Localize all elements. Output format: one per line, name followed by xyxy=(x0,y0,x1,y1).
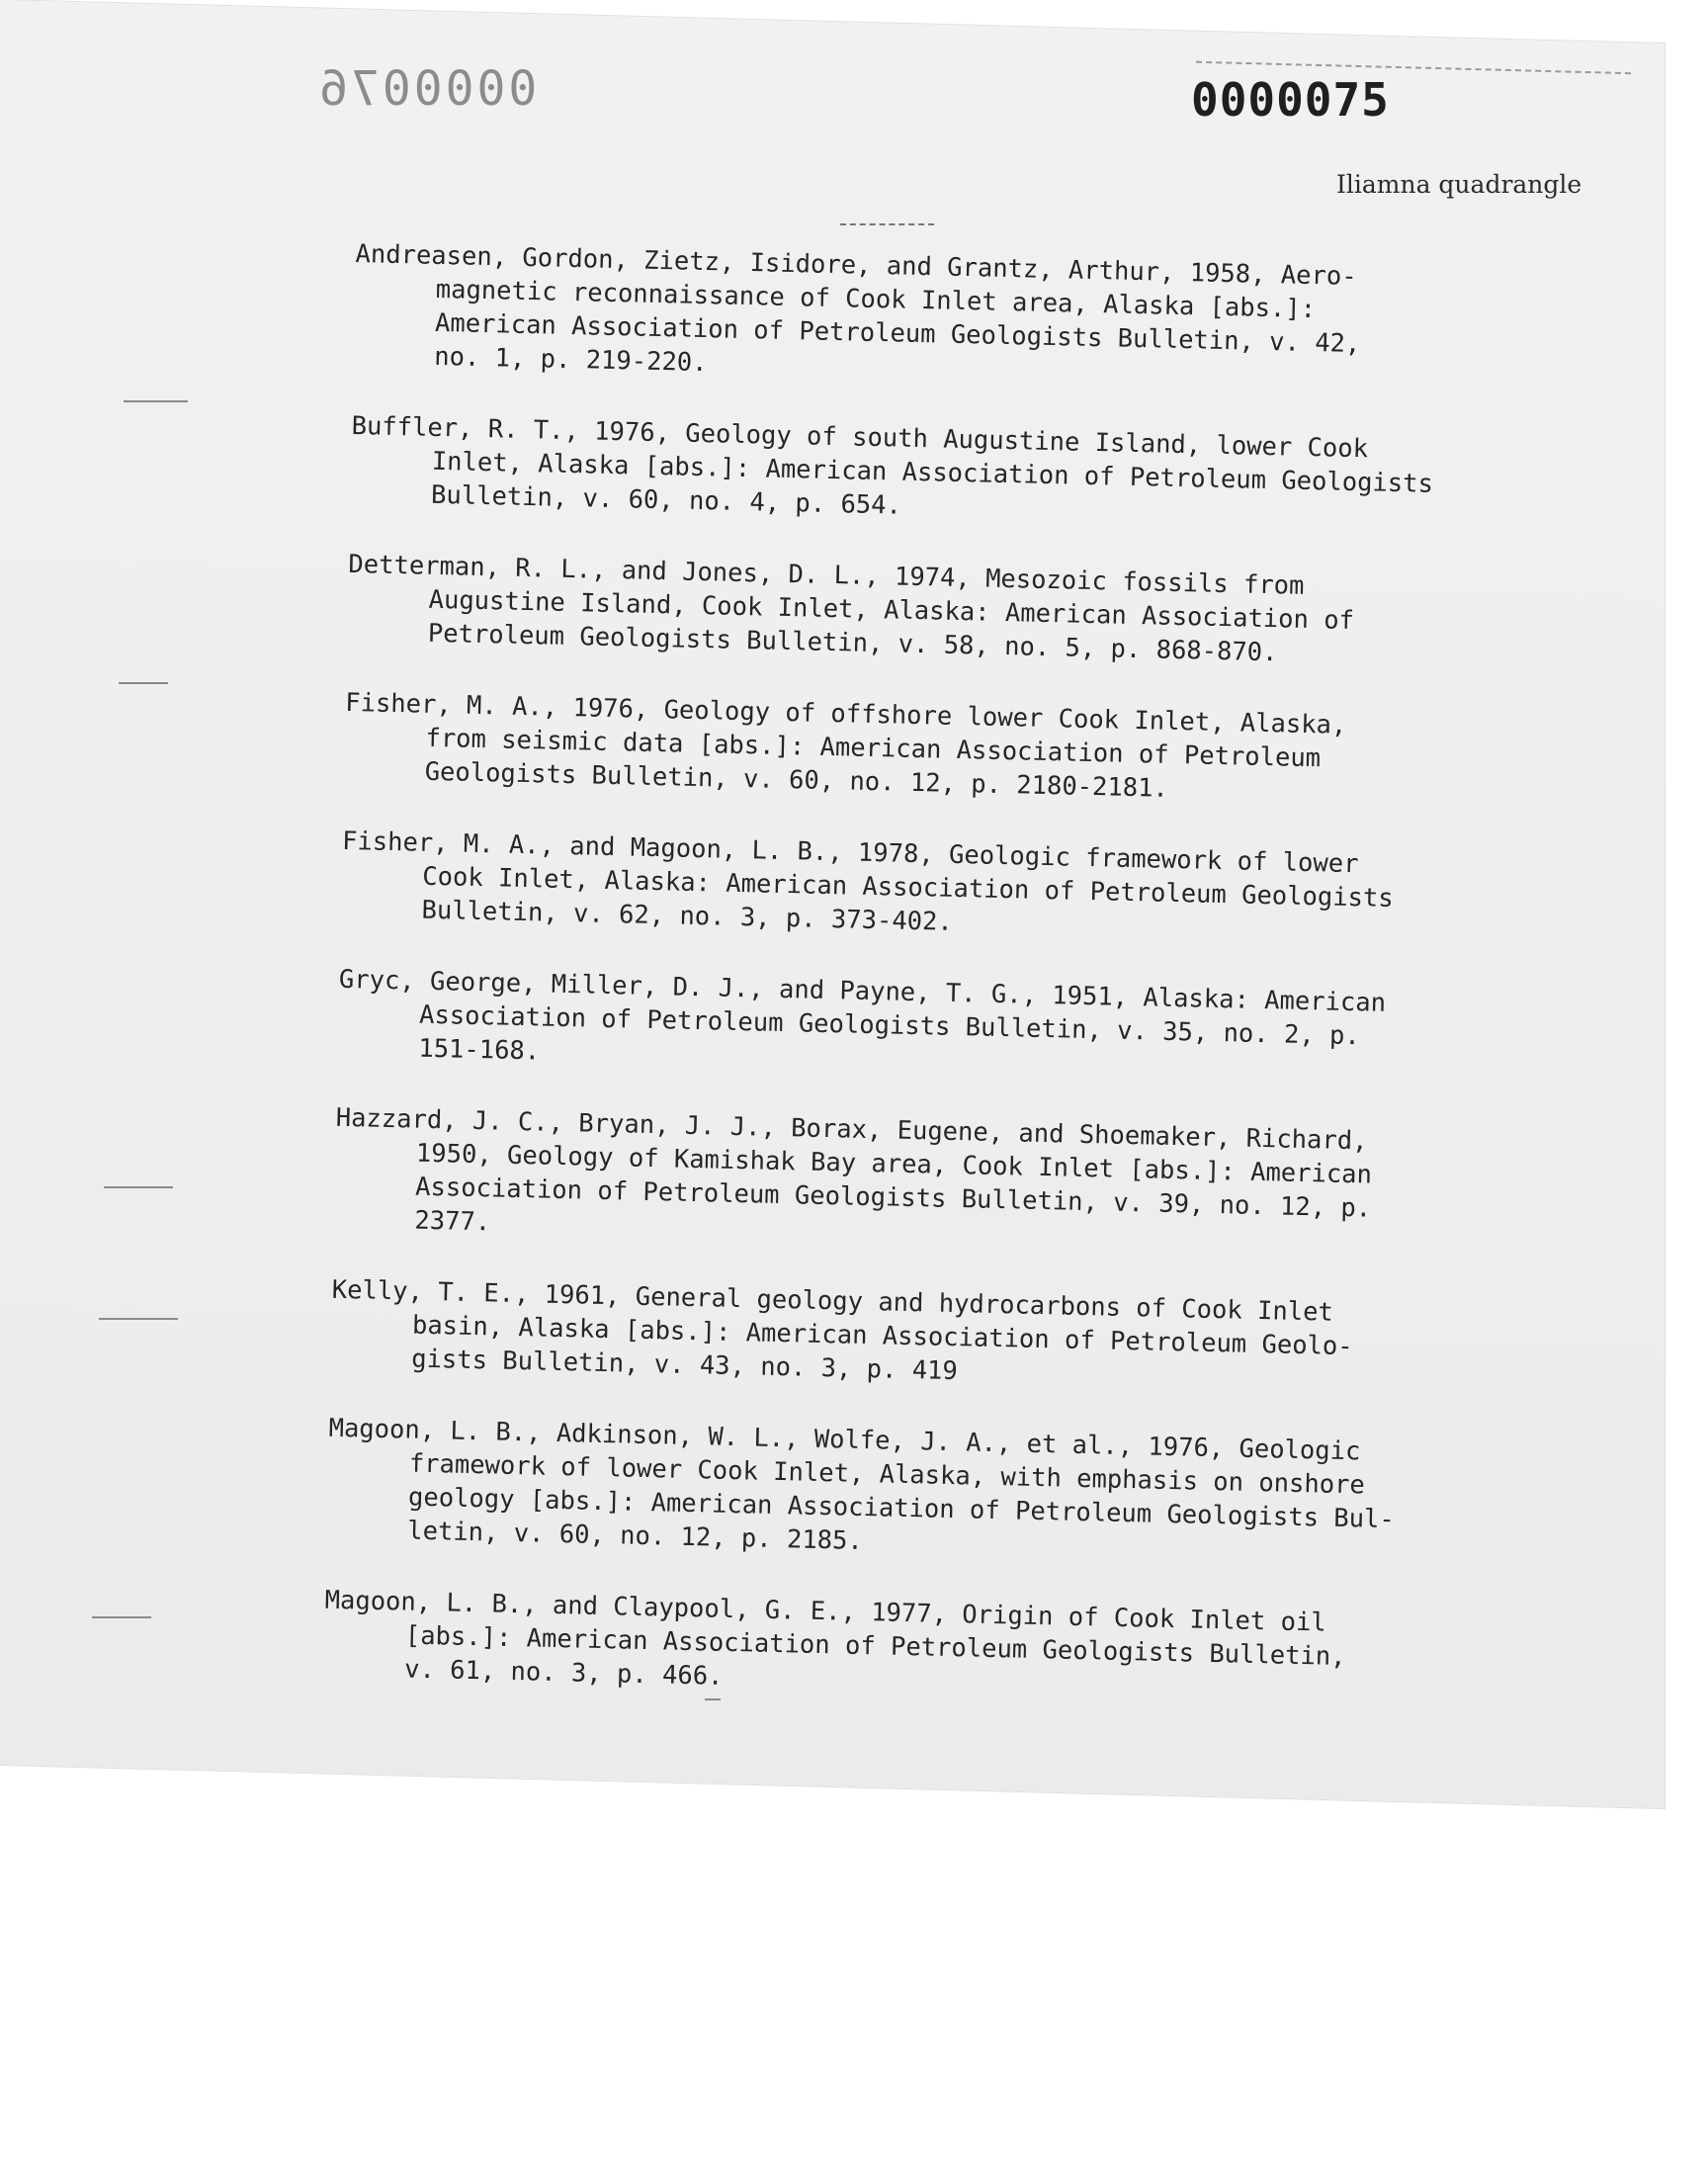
reference-entry xyxy=(347,548,1535,675)
citation-text: Buffler, R. T., 1976, Geology of south Augustine Island, lower Cook Inlet, Alaska [abs.]: American Association of Petroleum Geologists Bulletin, v. 60, no. 4, p. 654. xyxy=(351,410,1434,521)
margin-mark xyxy=(99,1318,178,1320)
citation-text: Magoon, L. B., and Claypool, G. E., 1977, Origin of Cook Inlet oil [abs.]: American Association of Petroleum Geologists Bulletin, v. 61, no. 3, p. 466. xyxy=(324,1585,1346,1692)
margin-mark xyxy=(104,1186,173,1188)
reference-list xyxy=(323,237,1542,1711)
margin-mark xyxy=(92,1616,151,1618)
margin-mark xyxy=(119,682,168,684)
mirrored-stamp: 0000076 xyxy=(316,61,538,117)
reference-entry xyxy=(330,1273,1518,1401)
citation-text: Andreasen, Gordon, Zietz, Isidore, and Grantz, Arthur, 1958, Aero- magnetic reconnaissance of Cook Inlet area, Alaska [abs.]: American Association of Petroleum Geologists Bulletin, v. 42, no. 1, p. 219-220. xyxy=(355,238,1361,379)
reference-entry xyxy=(333,1101,1522,1262)
citation-text: Kelly, T. E., 1961, General geology and hydrocarbons of Cook Inlet basin, Alaska [abs.]: American Association of Petroleum Geolo- gists Bulletin, v. 43, no. 3, p. 419 xyxy=(331,1274,1353,1387)
reference-entry xyxy=(326,1412,1515,1573)
reference-entry xyxy=(337,963,1525,1090)
citation-text: Magoon, L. B., Adkinson, W. L., Wolfe, J. A., et al., 1976, Geologic framework of lower Cook Inlet, Alaska, with emphasis on onshore geology [abs.]: American Association of Petroleum Geologists Bul- letin, v. 60, no. 12, p. 2185. xyxy=(328,1413,1396,1556)
margin-mark xyxy=(124,400,188,402)
margin-mark xyxy=(705,1698,721,1700)
quadrangle-label: Iliamna quadrangle xyxy=(1336,170,1582,199)
citation-text: Fisher, M. A., 1976, Geology of offshore lower Cook Inlet, Alaska, from seismic data [abs.]: American Association of Petroleum Geologists Bulletin, v. 60, no. 12, p. 2180-2181. xyxy=(344,687,1347,804)
reference-entry xyxy=(353,237,1542,398)
reference-entry xyxy=(340,825,1528,952)
citation-text: Detterman, R. L., and Jones, D. L., 1974, Mesozoic fossils from Augustine Island, Cook Inlet, Alaska: American Association of Petroleum Geologists Bulletin, v. 58, no. 5, p. 868-870. xyxy=(348,549,1355,668)
header-divider xyxy=(840,223,934,225)
reference-entry xyxy=(343,686,1531,814)
citation-text: Hazzard, J. C., Bryan, J. J., Borax, Eugene, and Shoemaker, Richard, 1950, Geology of Kamishak Bay area, Cook Inlet [abs.]: American Association of Petroleum Geologists Bulletin, v. 39, no. 12, p. 2377. xyxy=(335,1102,1373,1238)
citation-text: Fisher, M. A., and Magoon, L. B., 1978, Geologic framework of lower Cook Inlet, Alaska: American Association of Petroleum Geologists Bulletin, v. 62, no. 3, p. 373-402. xyxy=(341,826,1394,937)
reference-entry xyxy=(350,409,1538,537)
document-number: 0000075 xyxy=(1191,73,1390,127)
citation-text: Gryc, George, Miller, D. J., and Payne, T. G., 1951, Alaska: American Association of Petroleum Geologists Bulletin, v. 35, no. 2, p. 151-168. xyxy=(338,964,1387,1067)
